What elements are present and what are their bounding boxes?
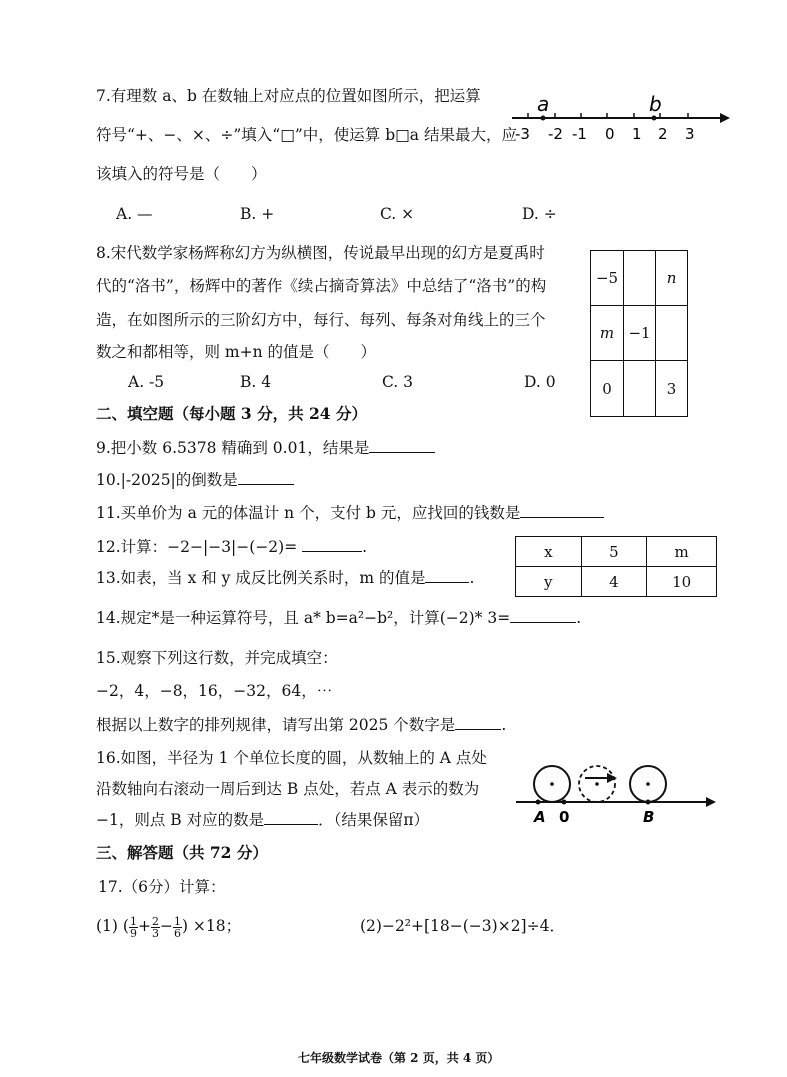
denominator: 9 bbox=[129, 926, 137, 940]
axis-tick-label: 1 bbox=[632, 125, 642, 143]
q13-table bbox=[515, 536, 717, 597]
q8-option-c: C. 3 bbox=[382, 373, 414, 391]
q11-text: 11.买单价为 a 元的体温计 n 个，支付 b 元，应找回的钱数是 bbox=[96, 504, 521, 522]
axis-tick-label: -3 bbox=[515, 125, 530, 143]
fraction bbox=[129, 916, 138, 939]
q13-table-cell: y bbox=[516, 567, 582, 597]
axis-tick-label: -2 bbox=[548, 125, 563, 143]
q13-table-cell: 5 bbox=[581, 537, 647, 567]
denominator: 3 bbox=[151, 926, 159, 940]
section2-heading: 二、填空题（每小题 3 分，共 24 分） bbox=[96, 404, 367, 423]
magic-cell: m bbox=[591, 306, 624, 361]
q15-blank[interactable] bbox=[455, 715, 501, 730]
q13-table-cell: m bbox=[647, 537, 717, 567]
q11-blank[interactable] bbox=[520, 503, 604, 518]
q14: 14.规定*是一种运算符号，且 a* b=a²−b²，计算(−2)* 3= . bbox=[96, 609, 582, 627]
magic-cell bbox=[624, 251, 656, 306]
q8-option-b: B. 4 bbox=[240, 373, 272, 391]
q9-text: 9.把小数 6.5378 精确到 0.01，结果是 bbox=[96, 439, 370, 457]
numerator: 1 bbox=[173, 914, 181, 928]
q15-line1: 15.观察下列这行数，并完成填空： bbox=[96, 649, 338, 667]
q7-line2: 符号“+、−、×、÷”填入“□”中，使运算 b□a 结果最大，应 bbox=[96, 126, 517, 144]
numerator: 1 bbox=[129, 914, 137, 928]
q13-text: 13.如表，当 x 和 y 成反比例关系时，m 的值是 bbox=[96, 569, 426, 587]
point-a-label: a bbox=[537, 94, 550, 116]
section3-heading: 三、解答题（共 72 分） bbox=[96, 843, 268, 862]
q7-option-d: D. ÷ bbox=[522, 205, 557, 223]
q15-line2: −2，4，−8，16，−32，64，⋯ bbox=[96, 682, 333, 700]
q7-number-line bbox=[508, 94, 730, 144]
magic-square bbox=[590, 250, 688, 417]
q7-option-b: B. + bbox=[240, 205, 275, 223]
q7-line3: 该填入的符号是（ ） bbox=[96, 165, 267, 183]
point-A-label: A bbox=[534, 808, 546, 826]
q8-line4: 数之和都相等，则 m+n 的值是（ ） bbox=[96, 343, 377, 361]
right-arrow-icon bbox=[583, 770, 619, 786]
q13: 13.如表，当 x 和 y 成反比例关系时，m 的值是 . bbox=[96, 569, 475, 587]
q16-line3 bbox=[96, 810, 429, 830]
q17-part1-prefix: (1) ( bbox=[96, 917, 129, 935]
q8-line2: 代的“洛书”，杨辉中的著作《续占摘奇算法》中总结了“洛书”的构 bbox=[96, 277, 547, 295]
point-b-label: b bbox=[649, 94, 662, 116]
q16-tail: ．（结果保留π） bbox=[318, 811, 430, 829]
magic-cell: n bbox=[656, 251, 688, 306]
q8-option-d: D. 0 bbox=[524, 373, 556, 391]
q17-part1-suffix: ) ×18； bbox=[181, 917, 242, 935]
magic-cell: −5 bbox=[591, 251, 624, 306]
fraction bbox=[151, 916, 160, 939]
q8-option-a: A. -5 bbox=[128, 373, 165, 391]
q16-text: −1，则点 B 对应的数是 bbox=[96, 811, 265, 829]
q9-blank[interactable] bbox=[369, 438, 435, 453]
magic-cell: 0 bbox=[591, 361, 624, 417]
q13-blank[interactable] bbox=[425, 568, 469, 583]
q16-line2: 沿数轴向右滚动一周后到达 B 点处，若点 A 表示的数为 bbox=[96, 780, 480, 798]
axis-tick-label: 2 bbox=[658, 125, 668, 143]
q12-text: 12.计算：−2−|−3|−(−2)= bbox=[96, 538, 303, 556]
q14-text: 14.规定*是一种运算符号，且 a* b=a²−b²，计算(−2)* 3= bbox=[96, 609, 511, 627]
q7-option-c: C. × bbox=[380, 205, 415, 223]
q17-title: 17.（6分）计算： bbox=[98, 878, 226, 896]
q15-line3: 根据以上数字的排列规律，请写出第 2025 个数字是 . bbox=[96, 716, 507, 734]
magic-cell: −1 bbox=[624, 306, 656, 361]
q8-line3: 造，在如图所示的三阶幻方中，每行、每列、每条对角线上的三个 bbox=[96, 311, 546, 329]
denominator: 6 bbox=[173, 926, 181, 940]
magic-cell: 3 bbox=[656, 361, 688, 417]
q9 bbox=[96, 438, 435, 458]
q13-table-cell: x bbox=[516, 537, 582, 567]
q13-table-cell: 4 bbox=[581, 567, 647, 597]
numerator: 2 bbox=[151, 914, 159, 928]
q10 bbox=[96, 470, 294, 490]
page-footer: 七年级数学试卷（第 2 页，共 4 页） bbox=[298, 1051, 500, 1065]
magic-cell bbox=[656, 306, 688, 361]
q14-blank[interactable] bbox=[510, 608, 576, 623]
axis-tick-label: 0 bbox=[605, 125, 615, 143]
axis-tick-label: 3 bbox=[685, 125, 695, 143]
q17-part1: (1) ( $\frac{1}{9}$ + $\frac{2}{3}$ − $\frac{1}{6}$ ) ×18； bbox=[96, 914, 242, 940]
q15-text: 根据以上数字的排列规律，请写出第 2025 个数字是 bbox=[96, 716, 456, 734]
q11 bbox=[96, 503, 604, 523]
q12-blank[interactable] bbox=[302, 537, 362, 552]
q10-blank[interactable] bbox=[238, 470, 294, 485]
fraction bbox=[173, 916, 182, 939]
q7-line1: 7.有理数 a、b 在数轴上对应点的位置如图所示，把运算 bbox=[96, 87, 481, 105]
origin-label: 0 bbox=[559, 808, 570, 826]
q13-table-cell: 10 bbox=[647, 567, 717, 597]
q12: 12.计算：−2−|−3|−(−2)= . bbox=[96, 538, 368, 556]
magic-cell bbox=[624, 361, 656, 417]
q16-blank[interactable] bbox=[264, 810, 318, 825]
q8-line1: 8.宋代数学家杨辉称幻方为纵横图，传说最早出现的幻方是夏禹时 bbox=[96, 244, 545, 262]
point-B-label: B bbox=[643, 808, 655, 826]
q17-part2: (2)−2²+[18−(−3)×2]÷4． bbox=[360, 917, 565, 935]
axis-tick-label: -1 bbox=[572, 125, 587, 143]
q10-text: 10.|-2025|的倒数是 bbox=[96, 471, 238, 489]
q16-line1: 16.如图，半径为 1 个单位长度的圆，从数轴上的 A 点处 bbox=[96, 749, 487, 767]
q7-option-a: A. — bbox=[116, 205, 153, 223]
